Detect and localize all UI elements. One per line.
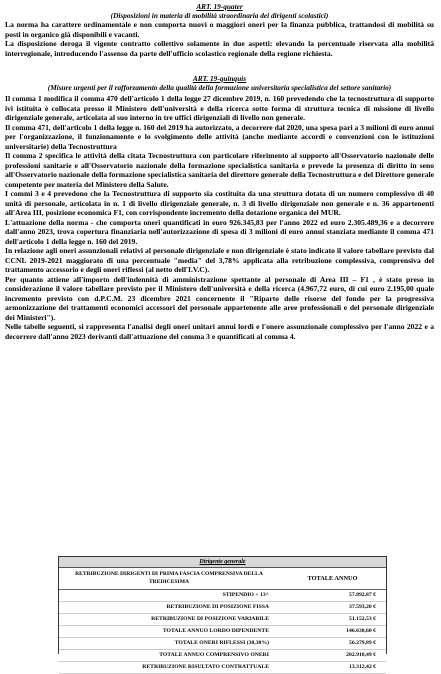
row-value: 57.892,87 € <box>348 592 376 598</box>
article-19-quater-title: ART. 19-quater <box>196 2 243 11</box>
paragraph: Nelle tabelle seguenti, si rappresenta l'analisi degli oneri unitari annui lordi e l'onere assunzionale complessivo per l'anno 2022 e a decorrere dall'anno 2023 derivanti dall'attuazione del comma 3 e quantificati al comma 4. <box>5 322 434 341</box>
row-label: STIPENDIO + 13^ <box>222 592 269 598</box>
paragraph: Il comma 471, dell'articolo 1 della legge n. 160 del 2019 ha autorizzato, a decorrere dal 2020, una spesa pari a 3 milioni di euro annui per l'organizzazione, il funzionamento e lo svolgimento delle attività (anche mediante accordi e convenzioni con le istituzioni universitarie) della Tecnostruttura <box>5 122 434 151</box>
table-row <box>59 662 386 674</box>
table-row <box>59 602 386 614</box>
row-value: 56.279,89 € <box>348 640 376 646</box>
table-row <box>59 638 386 650</box>
row-value: 51.152,53 € <box>348 616 376 622</box>
table-row <box>59 614 386 626</box>
article-19-quater-subtitle: (Disposizioni in materia di mobilità straordinaria dei dirigenti scolastici) <box>110 11 329 20</box>
article-19-quinquies-title: ART. 19-quinquis <box>192 74 247 83</box>
paragraph: La disposizione deroga il vigente contratto collettivo solamente in due aspetti: elevando la percentuale riservata alla mobilità interregionale, introducendo l'assenso da parte dell'ufficio scolastico regionale della regione richiesta. <box>5 39 434 58</box>
cost-table <box>58 556 387 670</box>
paragraph: Il comma 1 modifica il comma 470 dell'articolo 1 della legge 27 dicembre 2019, n. 160 prevedendo che la tecnostruttura di supporto ivi istituita è collocata presso il Ministero dell'università e della ricerca sotto forma di struttura tecnica di missione di livello dirigenziale generale, articolata al suo interno in tre uffici dirigenziali di livello non generale. <box>5 94 434 122</box>
paragraph: Il comma 2 specifica le attività della citata Tecnostruttura con particolare riferimento al supporto all'Osservatorio nazionale delle professioni sanitarie e all'Osservatorio nazionale della formazione specialistica sanitaria e prevede la presenza di diritto in seno all'Osservatorio nazionale della formazione specialistica sanitaria del direttore generale della Tecnostruttura e del Direttore generale competente per materia del Ministero della Salute. <box>5 151 434 189</box>
row-label: RETRIBUZIONE RISULTATO CONTRATTUALE <box>142 664 269 670</box>
row-value: 146.638,60 € <box>346 628 376 634</box>
table-row <box>59 626 386 638</box>
article-19-quinquies-subtitle: (Misure urgenti per il rafforzamento della qualità della formazione universitaria specialistica del settore sanitario) <box>47 83 392 92</box>
row-value: 13.312,42 € <box>348 664 376 670</box>
row-label: TOTALE ANNUO LORDO DIPENDENTE <box>162 628 269 634</box>
row-label: RETRIBUZIONE DI POSIZIONE VARIABILE <box>151 616 269 622</box>
row-label: TOTALE ONERI RIFLESSI (38,38%) <box>174 640 269 646</box>
paragraph: I commi 3 e 4 prevedono che la Tecnostruttura di supporto sia costituita da una struttura dotata di un numero complessivo di 40 unità di personale, articolata in n. 1 di livello dirigenziale generale, n. 3 di livello dirigenziale non generale e n. 36 appartenenti all'Area III, posizione economica F1, con corrispondente incremento della dotazione organica del MUR. <box>5 189 434 217</box>
table-header-total: TOTALE ANNUO <box>307 575 358 582</box>
row-label: RETRIBUZIONE DI POSIZIONE FISSA <box>166 604 269 610</box>
table-header <box>59 568 386 590</box>
table-row <box>59 590 386 602</box>
paragraph: L'attuazione della norma - che comporta oneri quantificati in euro 926.345,83 per l'anno 2022 ed euro 2.305.489,36 e a decorrere dall'anno 2023, trova copertura finanziaria nell'autorizzazione di spesa di 3 milioni di euro annui stanziata mediante il comma 471 dell'articolo 1 della legge n. 160 del 2019. <box>5 217 434 246</box>
row-value: 37.593,20 € <box>348 604 376 610</box>
table-header-description: RETRIBUZIONE DIRIGENTI DI PRIMA FASCIA COMPRENSIVA DELLA TREDICESIMA <box>75 571 263 585</box>
row-value: 202.918,49 € <box>346 652 376 658</box>
paragraph: In relazione agli oneri assunzionali relativi al personale dirigenziale e non dirigenziale è stato indicato il valore tabellare previsto dal CCNL 2019-2021 maggiorato di una percentuale "media" del 3,78% applicata alla retribuzione complessiva, comprensiva del trattamento accessorio e degli oneri riflessi (al netto dell'I.V.C). <box>5 246 434 274</box>
row-label: TOTALE ANNUO COMPRENSIVO ONERI <box>159 652 269 658</box>
table-caption: Dirigente generale <box>59 557 386 568</box>
table-row <box>59 650 386 662</box>
paragraph: Per quanto attiene all'importo dell'indennità di amministrazione spettante al personale di Area III – F1 , è stato preso in considerazione il valore tabellare previsto per il Ministero dell'università e della ricerca (4.967,72 euro, di cui euro 2.195,00 quale incremento previsto con d.P.C.M. 23 dicembre 2021 concernente il "Riparto delle risorse del fondo per la progressiva armonizzazione dei trattamenti economici accessori del personale appartenente alle aree professionali e del personale dirigenziale dei Ministeri"). <box>5 274 434 322</box>
paragraph: La norma ha carattere ordinamentale e non comporta nuovi o maggiori oneri per la finanza pubblica, trattandosi di mobilità su posti in organico già disponibili e vacanti. <box>5 20 434 39</box>
